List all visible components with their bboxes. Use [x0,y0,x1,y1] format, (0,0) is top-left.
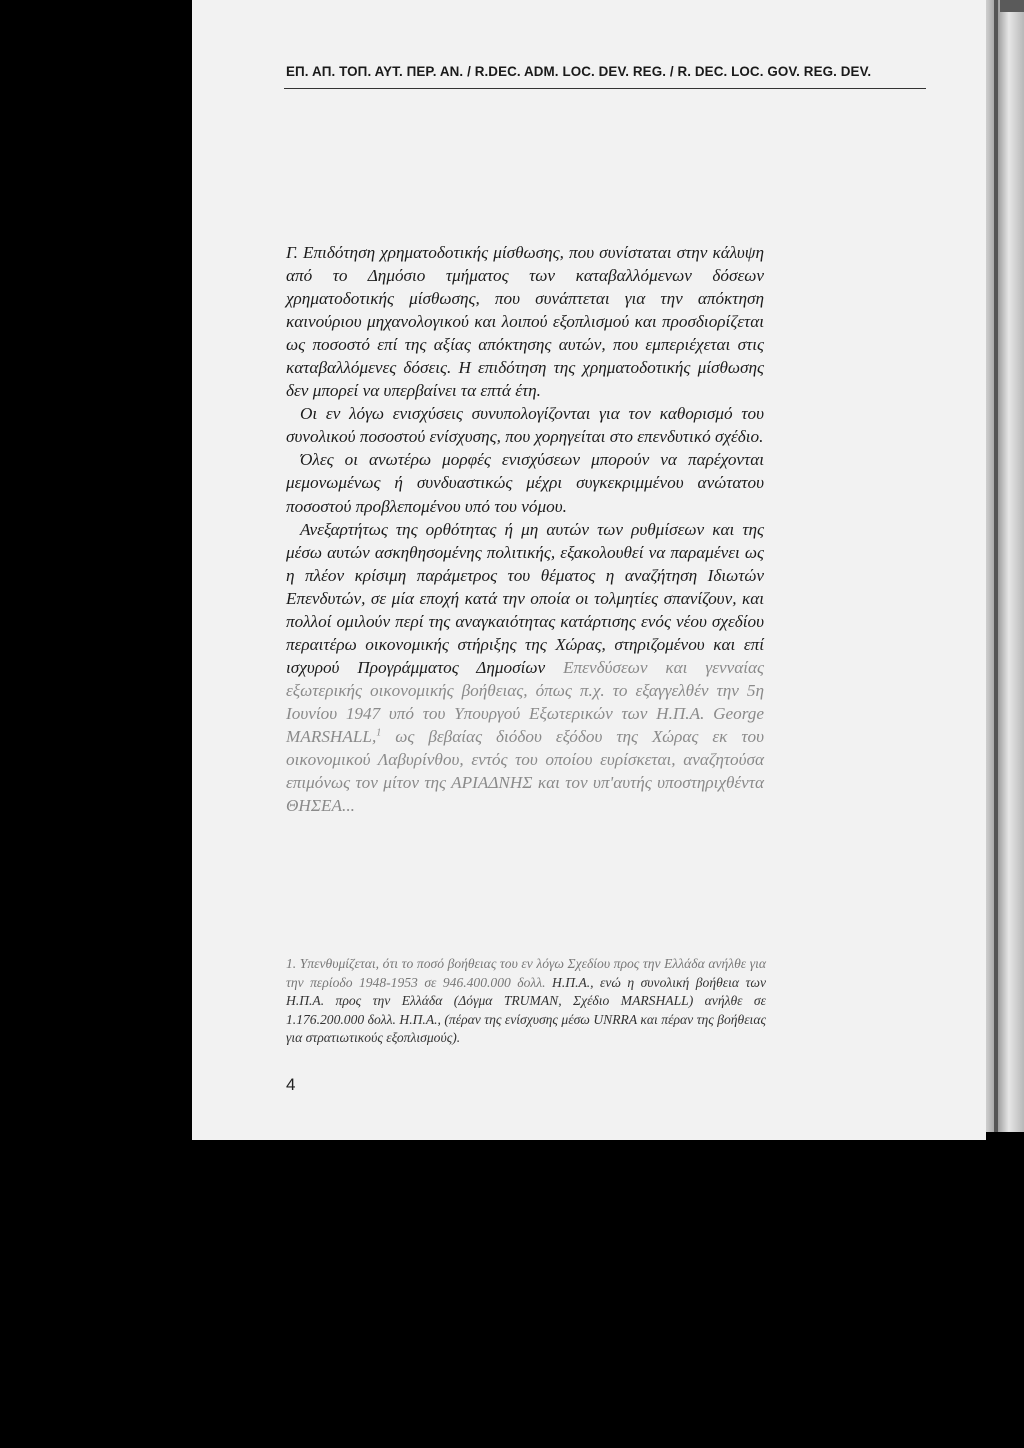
running-header: ΕΠ. ΑΠ. ΤΟΠ. ΑΥΤ. ΠΕΡ. ΑΝ. / R.DEC. ADM. LOC. DEV. REG. / R. DEC. LOC. GOV. REG. DEV. [286,64,872,79]
footnote-text-b: Η.Π.Α., ενώ η συνολική βοήθεια των Η.Π.Α. προς την Ελλάδα (Δόγμα TRUMAN, Σχέδιο MARSHALL) ανήλθε σε 1.176.200.000 δολλ. Η.Π.Α., (πέραν της ενίσχυσης μέσω UNRRA και πέραν της βοήθειας για στρατιωτικούς εξοπλισμούς). [286,974,766,1046]
adjacent-page-edge [986,0,1024,1132]
paragraph-4-faded-text: Επενδύσεων και γενναίας εξωτερικής οικονομικής βοήθειας, όπως π.χ. το εξαγγελθέν την 5η Ιουνίου 1947 υπό του Υπουργού Εξωτερικών των Η.Π.Α. George MARSHALL, [286,657,764,746]
body-text [286,241,764,817]
document-page [192,0,986,1140]
paragraph-4-faded-tail: ως βεβαίας διόδου εξόδου της Χώρας εκ του οικονομικού Λαβυρίνθου, εντός του οποίου ευρίσκεται, αναζητούσα επιμόνως τον μίτον της ΑΡΙΑΔΝΗΣ και τον υπ'αυτής υποστηριχθέντα ΘΗΣΕΑ... [286,726,764,816]
paragraph-4-text: Ανεξαρτήτως της ορθότητας ή μη αυτών των ρυθμίσεων και της μέσω αυτών ασκηθησομένης πολιτικής, εξακολουθεί να παραμένει ως η πλέον κρίσιμη παράμετρος του θέματος η αναζήτηση Ιδιωτών Επενδυτών, σε μία εποχή κατά την οποία οι τολμητίες σπανίζουν, και πολλοί ομιλούν περί της αναγκαιότητας κατάρτισης ενός νέου σχεδίου περαιτέρω οικονομικής στήριξης της Χώρας, στηριζομένου και επί ισχυρού Προγράμματος Δημοσίων [286,519,764,677]
footnote [286,955,766,1048]
footnote-text-a: 1. Υπενθυμίζεται, ότι το ποσό βοήθειας του εν λόγω Σχεδίου προς την Ελλάδα ανήλθε για την περίοδο 1948-1953 σε 946.400.000 δολλ. [286,956,766,990]
paragraph-1: Γ. Επιδότηση χρηματοδοτικής μίσθωσης, που συνίσταται στην κάλυψη από το Δημόσιο τμήματος των καταβαλλόμενων δόσεων χρηματοδοτικής μίσθωσης, που συνάπτεται για την απόκτηση καινούριου μηχανολογικού και λοιπού εξοπλισμού και προσδιορίζεται ως ποσοστό επί της αξίας απόκτησης αυτών, που εμπεριέχεται στις καταβαλλόμενες δόσεις. Η επιδότηση της χρηματοδοτικής μίσθωσης δεν μπορεί να υπερβαίνει τα επτά έτη. [286,243,764,401]
page-edge-corner [1000,0,1024,12]
paragraph-3: Όλες οι ανωτέρω μορφές ενισχύσεων μπορούν να παρέχονται μεμονωμένως ή συνδυαστικώς μέχρι συγκεκριμμένου ανώτατου ποσοστού προβλεπομένου υπό του νόμου. [286,450,764,516]
header-divider [284,88,926,89]
page-number: 4 [286,1075,296,1094]
paragraph-4 [286,518,764,818]
footnote-reference[interactable]: 1 [376,727,382,739]
paragraph-2: Οι εν λόγω ενισχύσεις συνυπολογίζονται για τον καθορισμό του συνολικού ποσοστού ενίσχυσης, που χορηγείται στο επενδυτικό σχέδιο. [286,404,764,447]
